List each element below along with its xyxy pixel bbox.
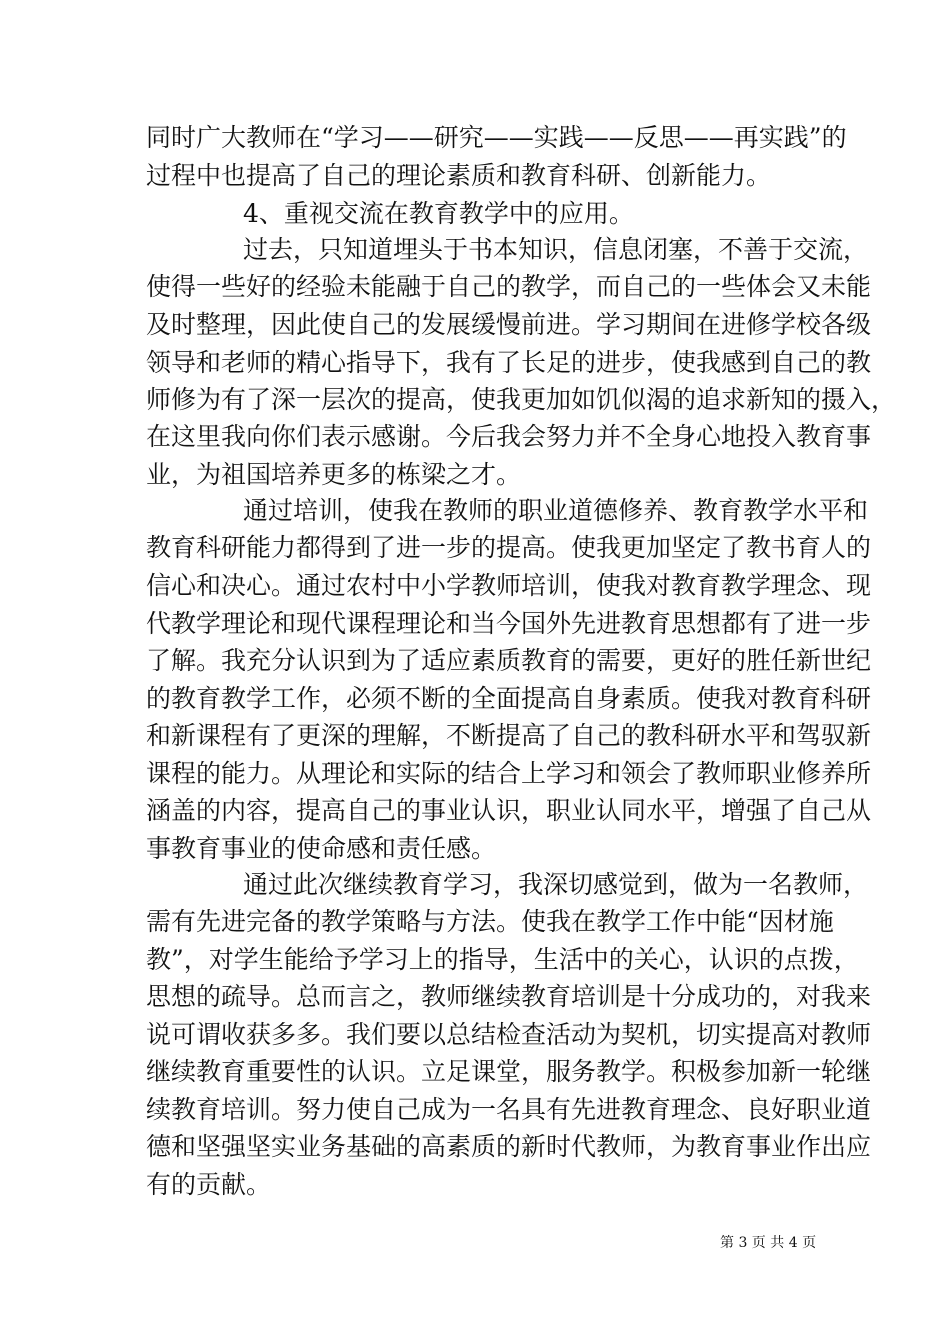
list-heading: 4、重视交流在教育教学中的应用。 <box>243 199 634 228</box>
page-number-footer: 第 3 页 共 4 页 <box>720 1235 817 1251</box>
text-line: 需有先进完备的教学策略与方法。使我在教学工作中能“因材施 <box>146 907 834 936</box>
text-line: 课程的能力。从理论和实际的结合上学习和领会了教师职业修养所 <box>146 759 872 788</box>
text-line: 的教育教学工作，必须不断的全面提高自身素质。使我对教育科研 <box>146 684 872 713</box>
text-line: 师修为有了深一层次的提高，使我更加如饥似渴的追求新知的摄入， <box>146 385 897 414</box>
text-line: 和新课程有了更深的理解，不断提高了自己的教科研水平和驾驭新 <box>146 721 872 750</box>
text-line: 有的贡献。 <box>146 1170 272 1199</box>
text-line: 涵盖的内容，提高自己的事业认识，职业认同水平，增强了自己从 <box>146 796 872 825</box>
paragraph-first-line: 通过此次继续教育学习，我深切感觉到，做为一名教师， <box>243 870 869 899</box>
paragraph-first-line: 通过培训，使我在教师的职业道德修养、教育教学水平和 <box>243 496 869 525</box>
text-line: 使得一些好的经验未能融于自己的教学，而自己的一些体会又未能 <box>146 272 872 301</box>
paragraph-first-line: 过去，只知道埋头于书本知识，信息闭塞，不善于交流， <box>243 235 869 264</box>
text-line: 同时广大教师在“学习——研究——实践——反思——再实践”的 <box>146 123 847 152</box>
text-line: 续教育培训。努力使自己成为一名具有先进教育理念、良好职业道 <box>146 1095 872 1124</box>
text-line: 德和坚强坚实业务基础的高素质的新时代教师，为教育事业作出应 <box>146 1132 872 1161</box>
text-line: 了解。我充分认识到为了适应素质教育的需要，更好的胜任新世纪 <box>146 646 872 675</box>
text-line: 说可谓收获多多。我们要以总结检查活动为契机，切实提高对教师 <box>146 1020 872 1049</box>
text-line: 信心和决心。通过农村中小学教师培训，使我对教育教学理念、现 <box>146 571 872 600</box>
text-line: 在这里我向你们表示感谢。今后我会努力并不全身心地投入教育事 <box>146 422 872 451</box>
text-line: 教”，对学生能给予学习上的指导，生活中的关心，认识的点拨， <box>146 945 859 974</box>
text-line: 思想的疏导。总而言之，教师继续教育培训是十分成功的，对我来 <box>146 982 872 1011</box>
text-line: 代教学理论和现代课程理论和当今国外先进教育思想都有了进一步 <box>146 609 872 638</box>
text-line: 事教育事业的使命感和责任感。 <box>146 834 497 863</box>
text-line: 过程中也提高了自己的理论素质和教育科研、创新能力。 <box>146 161 772 190</box>
text-line: 业，为祖国培养更多的栋梁之才。 <box>146 460 522 489</box>
text-line: 教育科研能力都得到了进一步的提高。使我更加坚定了教书育人的 <box>146 533 872 562</box>
text-line: 及时整理，因此使自己的发展缓慢前进。学习期间在进修学校各级 <box>146 310 872 339</box>
text-line: 继续教育重要性的认识。立足课堂，服务教学。积极参加新一轮继 <box>146 1057 872 1086</box>
text-line: 领导和老师的精心指导下，我有了长足的进步，使我感到自己的教 <box>146 348 872 377</box>
